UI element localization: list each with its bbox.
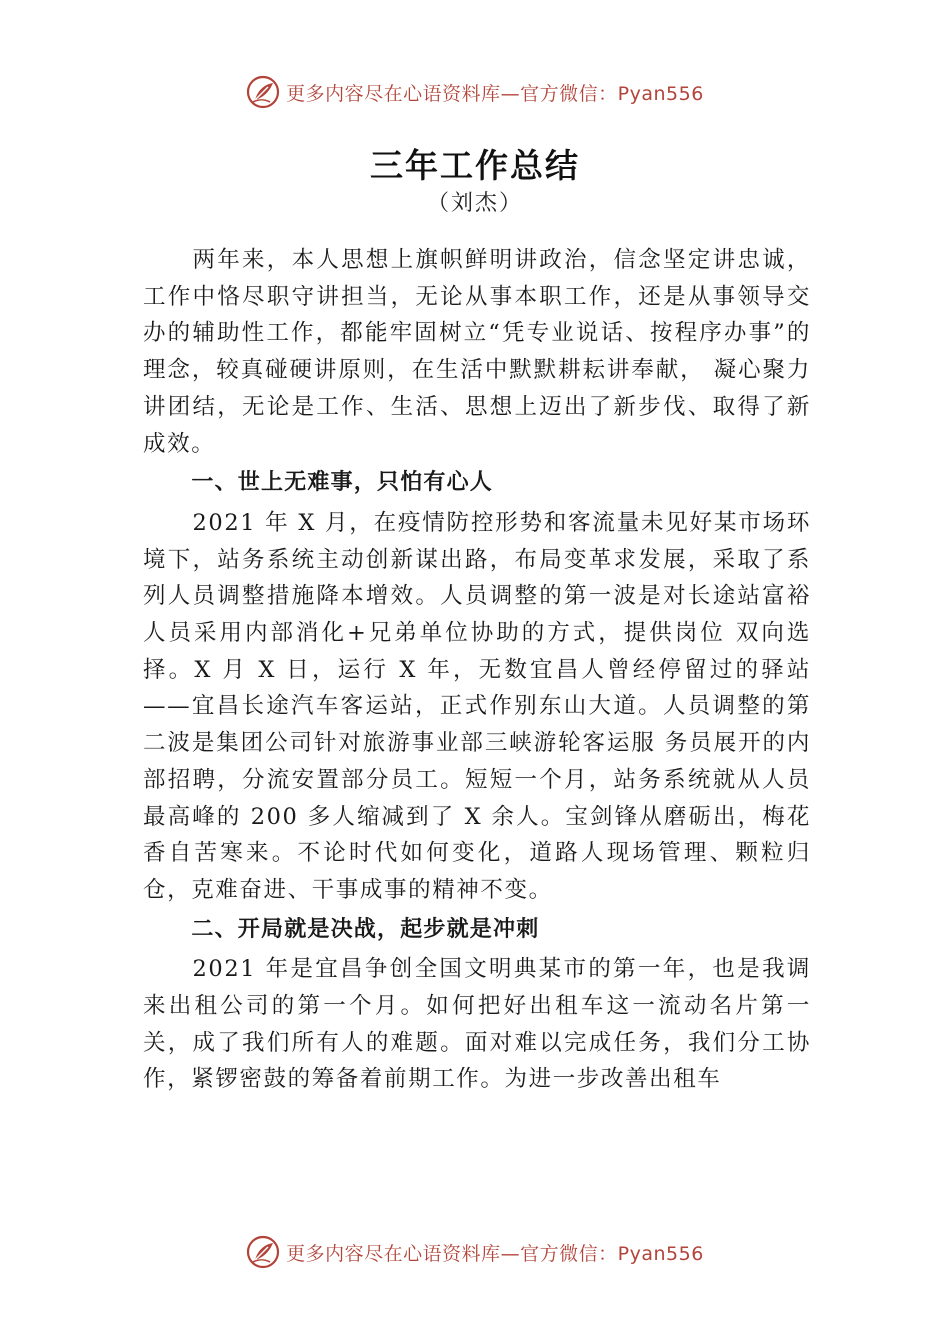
header-watermark-text: 更多内容尽在心语资料库—官方微信：Pyan556: [286, 82, 704, 105]
footer-watermark-banner: [0, 1230, 950, 1274]
section-1-heading: 一、世上无难事，只怕有心人: [191, 470, 493, 496]
document-title: 三年工作总结: [370, 146, 580, 185]
leaf-seal-logo-icon: [246, 75, 280, 109]
section-2-heading: 二、开局就是决战，起步就是冲刺: [191, 916, 540, 942]
document-author: （刘杰）: [426, 191, 523, 216]
section-2-paragraph: 2021 年是宜昌争创全国文明典某市的第一年，也是我调来出租公司的第一个月。如何把好出租车这一流动名片第一关，成了我们所有人的难题。面对难以完成任务，我们分工协作，紧锣密鼓的筹备着前期工作。为进一步改善出租车: [143, 956, 811, 1093]
section-1-paragraph: 2021 年 X 月，在疫情防控形势和客流量未见好某市场环境下，站务系统主动创新谋出路，布局变革求发展，采取了系列人员调整措施降本增效。人员调整的第一波是对长途站富裕人员采用内部消化+兄弟单位协助的方式，提供岗位 双向选择。X 月 X 日，运行 X 年，无数宜昌人曾经停留过的驿站——宜昌长途汽车客运站，正式作别东山大道。人员调整的第二波是集团公司针对旅游事业部三峡游轮客运服 务员展开的内部招聘，分流安置部分员工。短短一个月，站务系统就从人员最高峰的 200 多人缩减到了 X 余人。宝剑锋从磨砺出，梅花香自苦寒来。不论时代如何变化，道路人现场管理、颗粒归仓，克难奋进、干事成事的精神不变。: [143, 509, 811, 903]
footer-watermark-text: 更多内容尽在心语资料库—官方微信：Pyan556: [286, 1242, 704, 1265]
document-body: [143, 242, 811, 1098]
intro-paragraph: 两年来，本人思想上旗帜鲜明讲政治，信念坚定讲忠诚，工作中恪尽职守讲担当，无论从事本职工作，还是从事领导交办的辅助性工作，都能牢固树立“凭专业说话、按程序办事”的理念，较真碰硬讲原则，在生活中默默耕耘讲奉献， 凝心聚力讲团结，无论是工作、生活、思想上迈出了新步伐、取得了新成效。: [143, 247, 811, 457]
leaf-seal-logo-icon: [246, 1235, 280, 1269]
header-watermark-banner: [0, 70, 950, 114]
